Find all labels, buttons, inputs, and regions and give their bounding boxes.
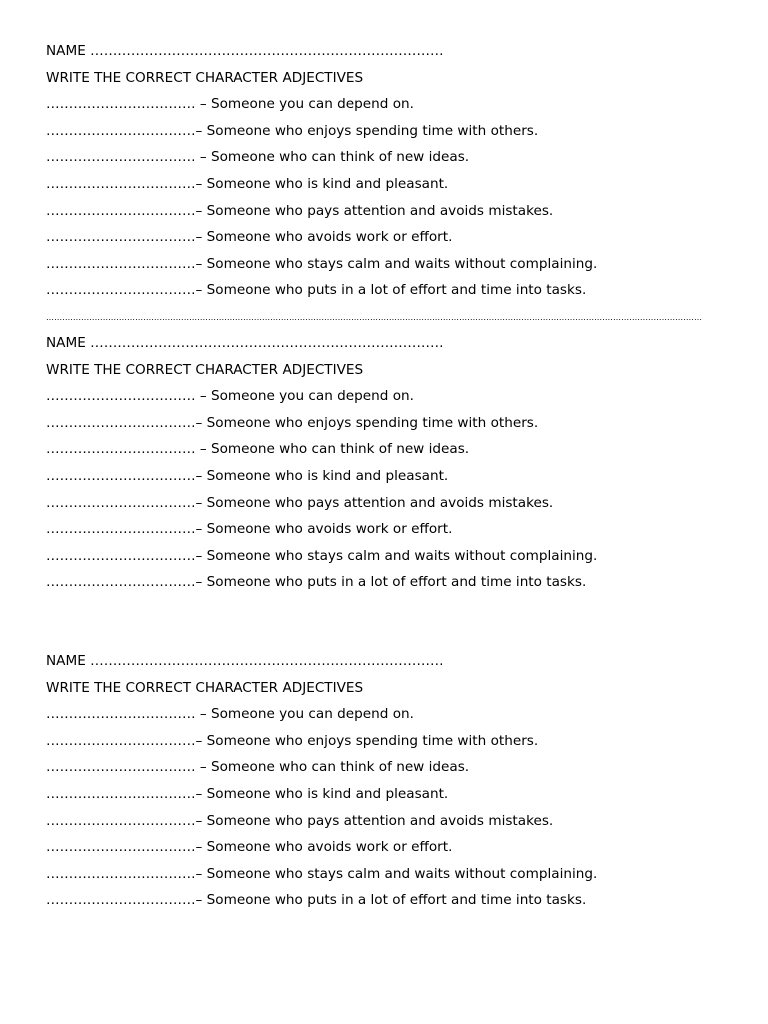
definition-item: ……………………………– Someone who pays attention and avoids mistakes.: [46, 812, 554, 829]
definition-item: ……………………………– Someone who is kind and pleasant.: [46, 785, 449, 802]
dotted-cut-line: ………………………………………………………………………………………………………………………………………………………………………………………………………………………: [46, 313, 703, 322]
definition-item: ……………………………– Someone who puts in a lot of effort and time into tasks.: [46, 282, 587, 299]
definition-item: ……………………………– Someone who stays calm and waits without complaining.: [46, 865, 598, 882]
definition-item: …………………………… – Someone who can think of new ideas.: [46, 441, 470, 458]
definition-item: ……………………………– Someone who enjoys spending time with others.: [46, 414, 539, 431]
definition-item: ……………………………– Someone who puts in a lot of effort and time into tasks.: [46, 574, 587, 591]
definition-item: ……………………………– Someone who enjoys spending time with others.: [46, 732, 539, 749]
definition-item: ……………………………– Someone who stays calm and waits without complaining.: [46, 547, 598, 564]
worksheet-heading: WRITE THE CORRECT CHARACTER ADJECTIVES: [46, 361, 364, 378]
definition-item: ……………………………– Someone who stays calm and waits without complaining.: [46, 255, 598, 272]
definition-item: ……………………………– Someone who enjoys spending time with others.: [46, 122, 539, 139]
worksheet-block-3: [46, 648, 726, 914]
definition-item: …………………………… – Someone who can think of new ideas.: [46, 759, 470, 776]
definition-item: ……………………………– Someone who puts in a lot of effort and time into tasks.: [46, 892, 587, 909]
definition-item: …………………………… – Someone you can depend on.: [46, 706, 414, 723]
definition-item: ……………………………– Someone who is kind and pleasant.: [46, 467, 449, 484]
worksheet-block-2: [46, 330, 726, 596]
definition-item: ……………………………– Someone who pays attention and avoids mistakes.: [46, 202, 554, 219]
definition-item: ……………………………– Someone who avoids work or effort.: [46, 839, 453, 856]
name-line: NAME ……………………………………………………………………: [46, 653, 444, 669]
definition-item: ……………………………– Someone who pays attention and avoids mistakes.: [46, 494, 554, 511]
definition-item: …………………………… – Someone who can think of new ideas.: [46, 149, 470, 166]
definition-item: …………………………… – Someone you can depend on.: [46, 96, 414, 113]
definition-item: ……………………………– Someone who avoids work or effort.: [46, 521, 453, 538]
definition-item: ……………………………– Someone who avoids work or effort.: [46, 229, 453, 246]
name-line: NAME ……………………………………………………………………: [46, 335, 444, 351]
worksheet-heading: WRITE THE CORRECT CHARACTER ADJECTIVES: [46, 679, 364, 696]
name-line: NAME ……………………………………………………………………: [46, 43, 444, 59]
definition-item: …………………………… – Someone you can depend on.: [46, 388, 414, 405]
definition-item: ……………………………– Someone who is kind and pleasant.: [46, 175, 449, 192]
worksheet-block-1: [46, 38, 726, 304]
worksheet-heading: WRITE THE CORRECT CHARACTER ADJECTIVES: [46, 69, 364, 86]
